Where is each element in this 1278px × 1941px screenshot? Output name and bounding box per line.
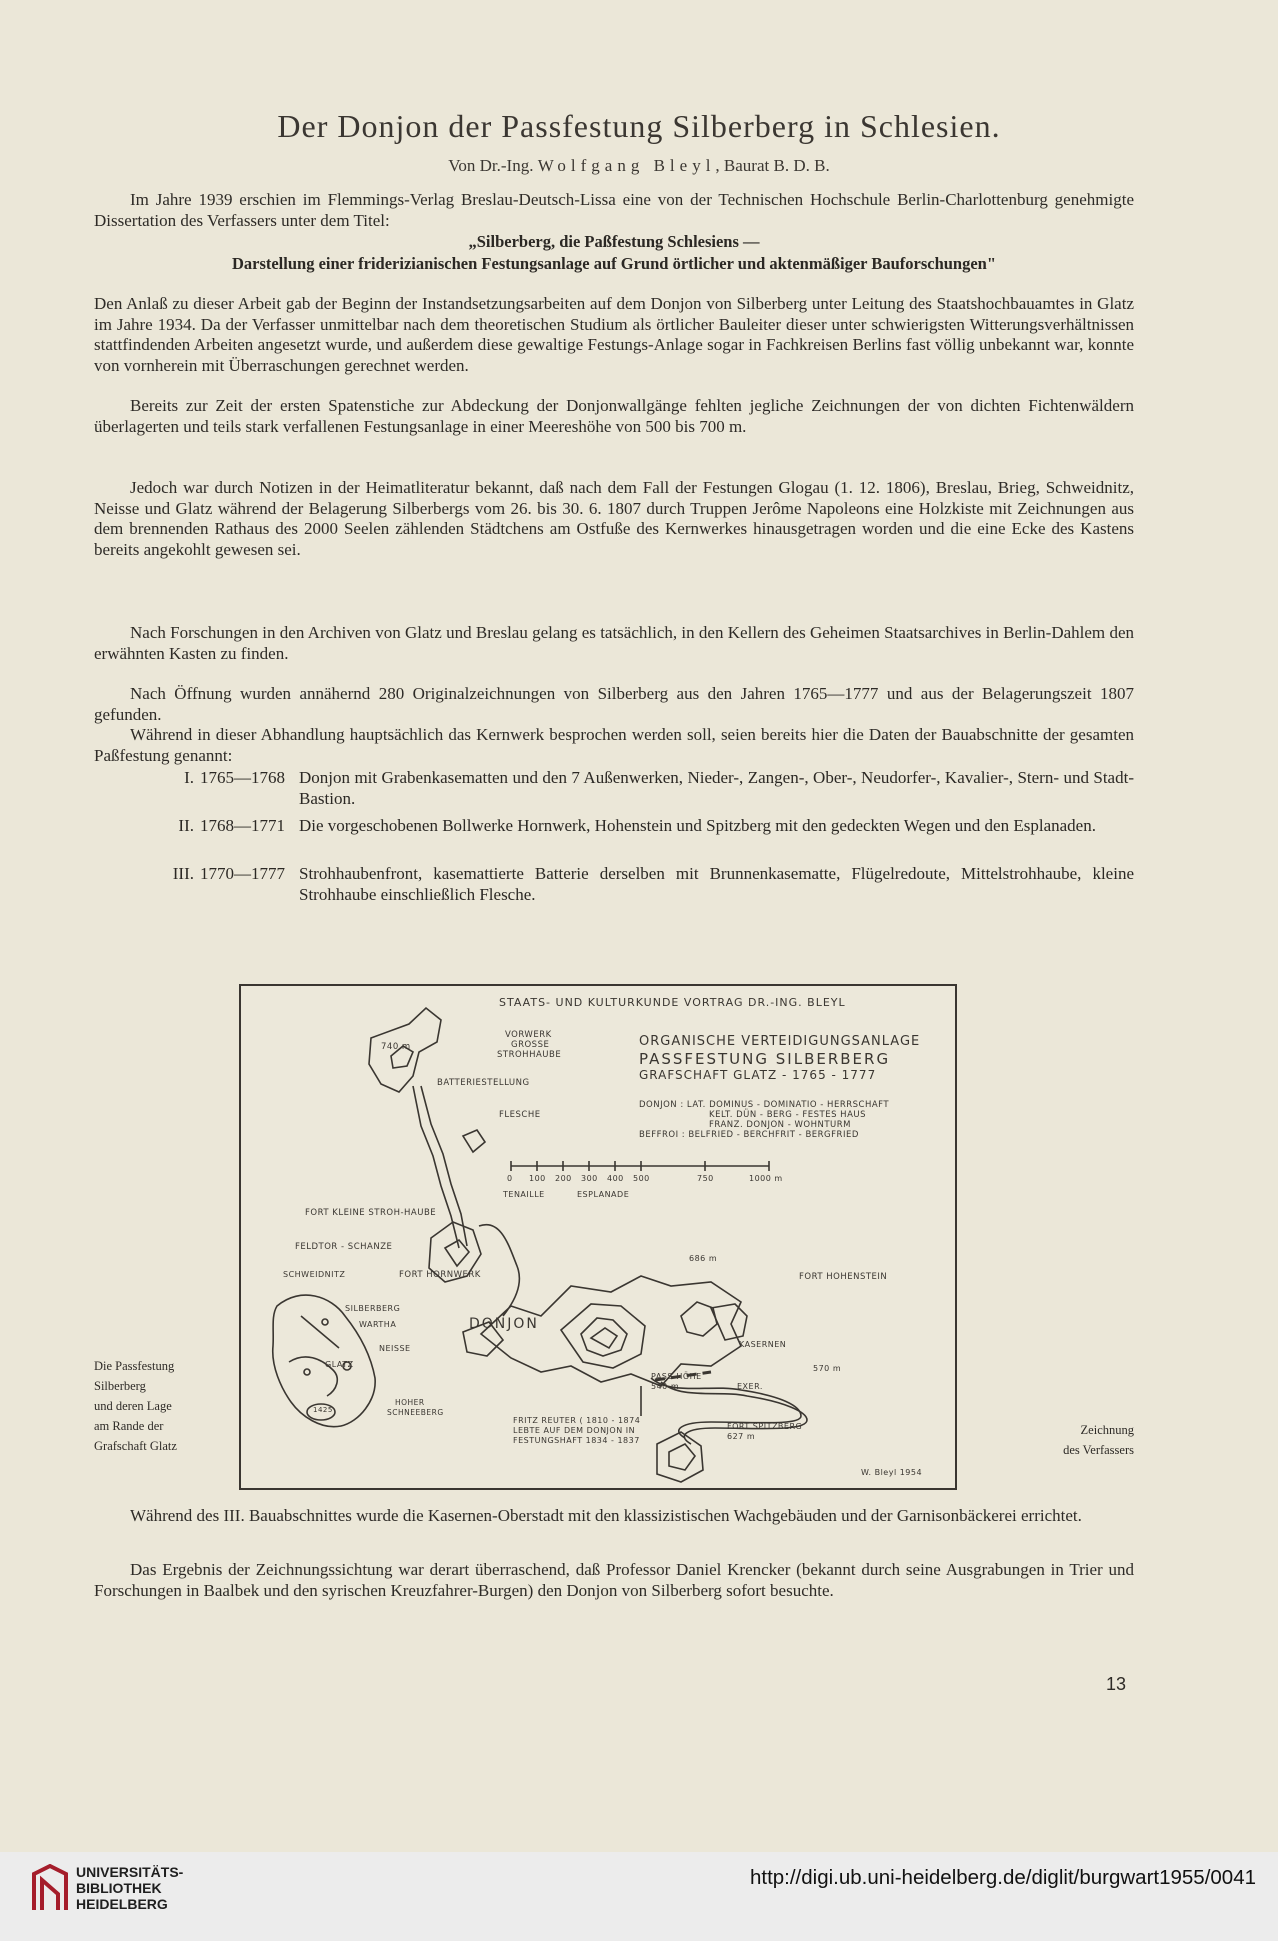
author-name: Wolfgang Bleyl [537, 156, 716, 175]
label-reuter-line-1: FRITZ REUTER ( 1810 - 1874 [513, 1416, 641, 1425]
source-url-link[interactable]: http://digi.ub.uni-heidelberg.de/diglit/burgwart1955/0041 [749, 1866, 1256, 1889]
label-elevation-570: 570 m [813, 1364, 842, 1373]
label-fort-spitzberg: FORT SPITZBERG [727, 1422, 803, 1431]
label-flesche: FLESCHE [499, 1110, 541, 1120]
label-strohhaube: STROHHAUBE [497, 1050, 562, 1060]
byline [0, 156, 1278, 176]
library-name-line: UNIVERSITÄTS- [76, 1864, 184, 1880]
library-name-line: BIBLIOTHEK [76, 1880, 162, 1896]
label-glatz: GLATZ [325, 1360, 354, 1369]
dissertation-title-2: Darstellung einer friderizianischen Festungsanlage auf Grund örtlicher und aktenmäßiger Bauforschungen" [231, 254, 997, 273]
map-title-1: ORGANISCHE VERTEIDIGUNGSANLAGE [639, 1034, 921, 1049]
byline-suffix: , Baurat B. D. B. [715, 156, 830, 175]
library-name [76, 1864, 183, 1912]
page-number: 13 [1106, 1674, 1127, 1694]
fort-flesche [463, 1130, 485, 1152]
scale-label: 200 [555, 1174, 572, 1183]
label-elevation-627: 627 m [727, 1432, 756, 1441]
label-fort-kleine-strohhaube: FORT KLEINE STROH-HAUBE [305, 1208, 437, 1218]
label-kasernen: KASERNEN [739, 1340, 787, 1349]
scale-label: 0 [507, 1174, 513, 1183]
phase-years: 1768—1771 [200, 816, 285, 835]
label-exer: EXER. [737, 1382, 763, 1391]
etymology-line-2: KELT. DÜN - BERG - FESTES HAUS [709, 1110, 866, 1120]
caption-line: des Verfassers [1063, 1443, 1134, 1457]
label-elevation-540: 540 m [651, 1382, 680, 1391]
fort-spitzberg [657, 1432, 703, 1482]
fortress-map [239, 984, 957, 1490]
map-header: STAATS- UND KULTURKUNDE VORTRAG DR.-ING. BLEYL [499, 996, 846, 1009]
label-pass-hoehe: PASS-HÖHE [651, 1372, 702, 1381]
label-feldtor-schanze: FELDTOR - SCHANZE [295, 1242, 393, 1252]
figure-caption-left [94, 1356, 177, 1456]
label-schweidnitz: SCHWEIDNITZ [283, 1270, 346, 1279]
label-donjon: DONJON [469, 1316, 539, 1332]
phase-description: Strohhaubenfront, kasemattierte Batterie derselben mit Brunnenkasematte, Flügelredoute, Mittelstrohhaube, kleine Strohhaube einschließlich Flesche. [299, 864, 1134, 904]
scale-label: 400 [607, 1174, 624, 1183]
label-reuter-line-3: FESTUNGSHAFT 1834 - 1837 [513, 1436, 640, 1445]
caption-line: Grafschaft Glatz [94, 1439, 177, 1453]
label-grosse: GROSSE [511, 1040, 550, 1050]
article-title: Der Donjon der Passfestung Silberberg in Schlesien. [277, 108, 1001, 144]
phase-description: Donjon mit Grabenkasematten und den 7 Außenwerken, Nieder-, Zangen-, Ober-, Neudorfer-, Kavalier-, Stern- und Stadt-Bastion. [299, 768, 1134, 808]
scale-label: 750 [697, 1174, 714, 1183]
phase-years: 1770—1777 [200, 864, 285, 883]
paragraph-1: Im Jahre 1939 erschien im Flemmings-Verlag Breslau-Deutsch-Lissa eine von der Technischen Hochschule Berlin-Charlottenburg genehmigte Dissertation des Verfassers unter dem Titel: [94, 190, 1134, 230]
caption-line: Zeichnung [1080, 1423, 1134, 1437]
label-esplanade: ESPLANADE [577, 1190, 630, 1199]
label-batteriestellung: BATTERIESTELLUNG [437, 1078, 530, 1088]
paragraph-after-figure-2: Das Ergebnis der Zeichnungssichtung war derart überraschend, daß Professor Daniel Krencker (bekannt durch seine Ausgrabungen in Trier und Forschungen in Baalbek und den syrischen Kreuzfahrer-Burgen) den Donjon von Silberberg sofort besuchte. [94, 1560, 1134, 1600]
label-hoher: HOHER [395, 1398, 425, 1407]
paragraph-6: Nach Öffnung wurden annähernd 280 Originalzeichnungen von Silberberg aus den Jahren 1765—1777 und aus der Belagerungszeit 1807 gefunden. [94, 684, 1134, 724]
scale-label: 300 [581, 1174, 598, 1183]
signature: W. Bleyl 1954 [861, 1468, 923, 1477]
caption-line: Silberberg [94, 1379, 146, 1393]
phase-number: II. [178, 816, 194, 835]
paragraph-7: Während in dieser Abhandlung hauptsächlich das Kernwerk besprochen werden soll, seien bereits hier die Daten der Bauabschnitte der gesamten Paßfestung genannt: [94, 725, 1134, 765]
byline-prefix: Von Dr.-Ing. [448, 156, 534, 175]
label-silberberg: SILBERBERG [345, 1304, 401, 1313]
etymology-line-1: DONJON : LAT. DOMINUS - DOMINATIO - HERRSCHAFT [639, 1100, 890, 1110]
caption-line: am Rande der [94, 1419, 164, 1433]
map-title-3: GRAFSCHAFT GLATZ - 1765 - 1777 [639, 1068, 877, 1082]
scale-label: 500 [633, 1174, 650, 1183]
scale-label: 1000 m [749, 1174, 783, 1183]
label-wartha: WARTHA [359, 1320, 397, 1329]
phase-years: 1765—1768 [200, 768, 285, 787]
dissertation-title-1: „Silberberg, die Paßfestung Schlesiens — [468, 232, 760, 251]
library-logo-icon [30, 1864, 70, 1914]
paragraph-5: Nach Forschungen in den Archiven von Glatz und Breslau gelang es tatsächlich, in den Kellern des Geheimen Staatsarchives in Berlin-Dahlem den erwähnten Kasten zu finden. [94, 623, 1134, 663]
paragraph-2: Den Anlaß zu dieser Arbeit gab der Beginn der Instandsetzungsarbeiten auf dem Donjon von Silberberg unter Leitung des Staatshochbauamtes in Glatz im Jahre 1934. Da der Verfasser unmittelbar nach dem theoretischen Studium als örtlicher Bauleiter dieser unter schwierigsten Witterungsverhältnissen stattfindenden Arbeiten angesetzt wurde, und außerdem diese gewaltige Festungs-Anlage sogar in Fachkreisen Berlins fast völlig unbekannt war, konnte von vornherein mit Überraschungen gerechnet werden. [94, 294, 1134, 375]
phase-number: III. [172, 864, 194, 883]
paragraph-after-figure-1: Während des III. Bauabschnittes wurde die Kasernen-Oberstadt mit den klassizistischen Wachgebäuden und der Garnisonbäckerei errichtet. [130, 1506, 1082, 1525]
caption-line: Die Passfestung [94, 1359, 175, 1373]
paragraph-4: Jedoch war durch Notizen in der Heimatliteratur bekannt, daß nach dem Fall der Festungen Glogau (1. 12. 1806), Breslau, Brieg, Schweidnitz, Neisse und Glatz während der Belagerung Silberbergs vom 26. bis 30. 6. 1807 durch Truppen Jerôme Napoleons eine Holzkiste mit Zeichnungen aus dem brennenden Rathaus des 2000 Seelen zählenden Städtchens am Ostfuße des Kernwerkes hinausgetragen worden und die eine Ecke des Kastens bereits angekohlt gewesen sei. [94, 478, 1134, 559]
label-neisse: NEISSE [379, 1344, 411, 1353]
etymology-line-3: FRANZ. DONJON - WOHNTURM [709, 1120, 851, 1130]
map-title-2: PASSFESTUNG SILBERBERG [639, 1050, 891, 1068]
label-tenaille: TENAILLE [503, 1190, 545, 1199]
label-elevation-686: 686 m [689, 1254, 718, 1263]
label-schneeberg: SCHNEEBERG [387, 1408, 444, 1417]
label-inset-1425: 1425 [313, 1406, 333, 1414]
figure-caption-right [1024, 1420, 1134, 1460]
etymology-line-4: BEFFROI : BELFRIED - BERCHFRIT - BERGFRIED [639, 1130, 859, 1140]
caption-line: und deren Lage [94, 1399, 172, 1413]
label-fort-hohenstein: FORT HOHENSTEIN [799, 1272, 888, 1282]
phase-description: Die vorgeschobenen Bollwerke Hornwerk, Hohenstein und Spitzberg mit den gedeckten Wegen und den Esplanaden. [299, 816, 1096, 835]
label-elevation-740: 740 m [381, 1042, 411, 1052]
paragraph-3: Bereits zur Zeit der ersten Spatenstiche zur Abdeckung der Donjonwallgänge fehlten jegliche Zeichnungen der von dichten Fichtenwäldern überlagerten und teils stark verfallenen Festungsanlage in einer Meereshöhe von 500 bis 700 m. [94, 396, 1134, 436]
scale-label: 100 [529, 1174, 546, 1183]
label-reuter-line-2: LEBTE AUF DEM DONJON IN [513, 1426, 636, 1435]
library-name-line: HEIDELBERG [76, 1896, 168, 1912]
phase-number: I. [184, 768, 194, 787]
label-fort-hornwerk: FORT HORNWERK [399, 1270, 481, 1280]
donjon-core [561, 1304, 645, 1368]
label-vorwerk: VORWERK [505, 1030, 552, 1040]
